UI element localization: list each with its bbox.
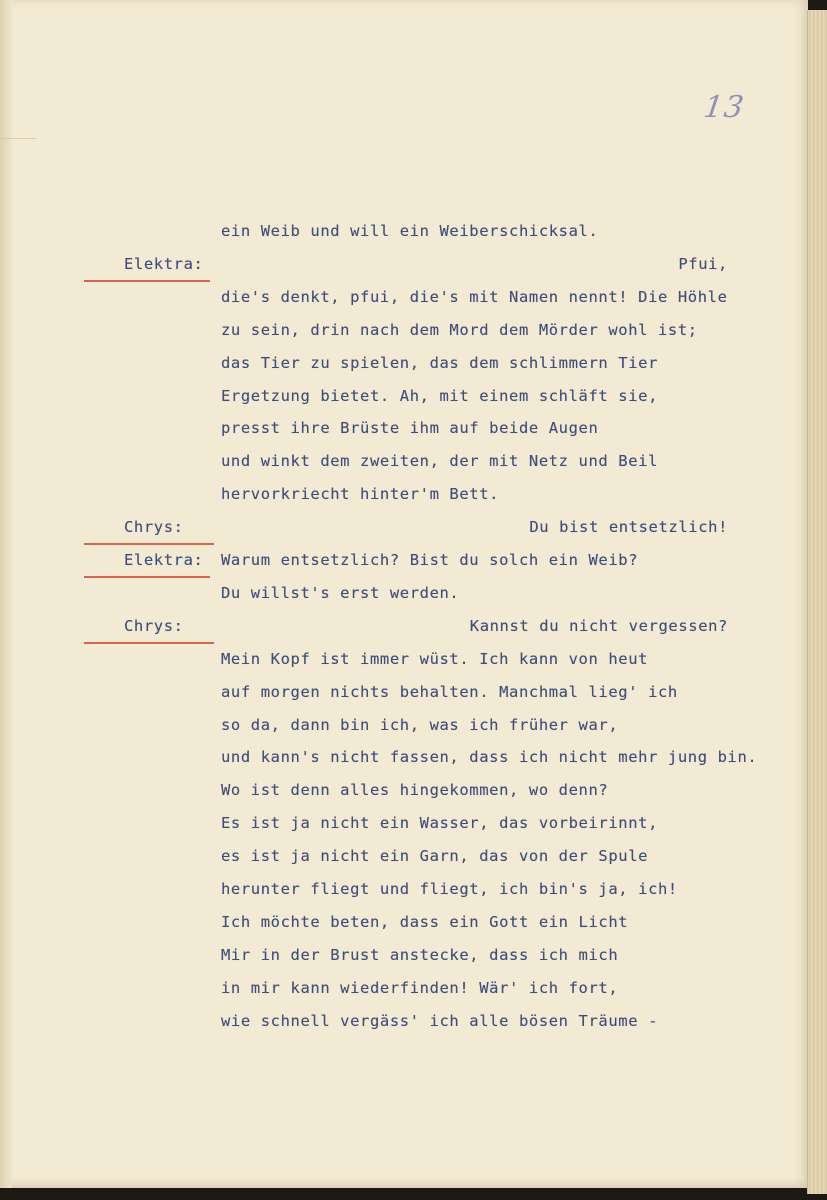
dialogue-line: Mir in der Brust anstecke, dass ich mich — [221, 946, 619, 964]
speaker-label: Elektra: — [124, 255, 204, 273]
dialogue-line: Ich möchte beten, dass ein Gott ein Licht — [221, 913, 629, 931]
speaker-underline — [84, 642, 214, 644]
dialogue-line: presst ihre Brüste ihm auf beide Augen — [221, 419, 599, 437]
dialogue-line: herunter fliegt und fliegt, ich bin's ja, ich! — [221, 880, 678, 898]
dialogue-line: auf morgen nichts behalten. Manchmal lieg' ich — [221, 683, 678, 701]
page-number: 13 — [701, 90, 747, 125]
dialogue-line: es ist ja nicht ein Garn, das von der Spule — [221, 847, 649, 865]
dialogue-line: hervorkriecht hinter'm Bett. — [221, 485, 500, 503]
dialogue-line: ein Weib und will ein Weiberschicksal. — [221, 222, 599, 240]
speaker-underline — [84, 280, 210, 282]
dialogue-line: zu sein, drin nach dem Mord dem Mörder wohl ist; — [221, 321, 698, 339]
dialogue-line: Du willst's erst werden. — [221, 584, 460, 602]
speaker-underline — [84, 543, 214, 545]
dialogue-line: das Tier zu spielen, das dem schlimmern Tier — [221, 354, 658, 372]
page-binding-edge — [0, 0, 12, 1188]
speaker-label: Chrys: — [124, 617, 184, 635]
speaker-label: Elektra: — [124, 551, 204, 569]
dialogue-line: Warum entsetzlich? Bist du solch ein Weib? — [221, 551, 639, 569]
fold-mark — [0, 138, 36, 139]
dialogue-line: Du bist entsetzlich! — [529, 518, 728, 536]
dialogue-line: in mir kann wiederfinden! Wär' ich fort, — [221, 979, 619, 997]
dialogue-line: und kann's nicht fassen, dass ich nicht mehr jung bin. — [221, 748, 758, 766]
dialogue-line: Ergetzung bietet. Ah, mit einem schläft sie, — [221, 387, 658, 405]
dialogue-line: so da, dann bin ich, was ich früher war, — [221, 716, 619, 734]
speaker-underline — [84, 576, 210, 578]
dialogue-line: Mein Kopf ist immer wüst. Ich kann von heut — [221, 650, 649, 668]
dialogue-line: wie schnell vergäss' ich alle bösen Träume - — [221, 1012, 658, 1030]
dialogue-line: Pfui, — [678, 255, 728, 273]
stacked-page-edges — [807, 10, 827, 1194]
dialogue-line: und winkt dem zweiten, der mit Netz und Beil — [221, 452, 658, 470]
dialogue-line: Wo ist denn alles hingekommen, wo denn? — [221, 781, 609, 799]
dialogue-line: Kannst du nicht vergessen? — [469, 617, 728, 635]
dialogue-line: die's denkt, pfui, die's mit Namen nennt! Die Höhle — [221, 288, 728, 306]
dialogue-line: Es ist ja nicht ein Wasser, das vorbeirinnt, — [221, 814, 658, 832]
speaker-label: Chrys: — [124, 518, 184, 536]
